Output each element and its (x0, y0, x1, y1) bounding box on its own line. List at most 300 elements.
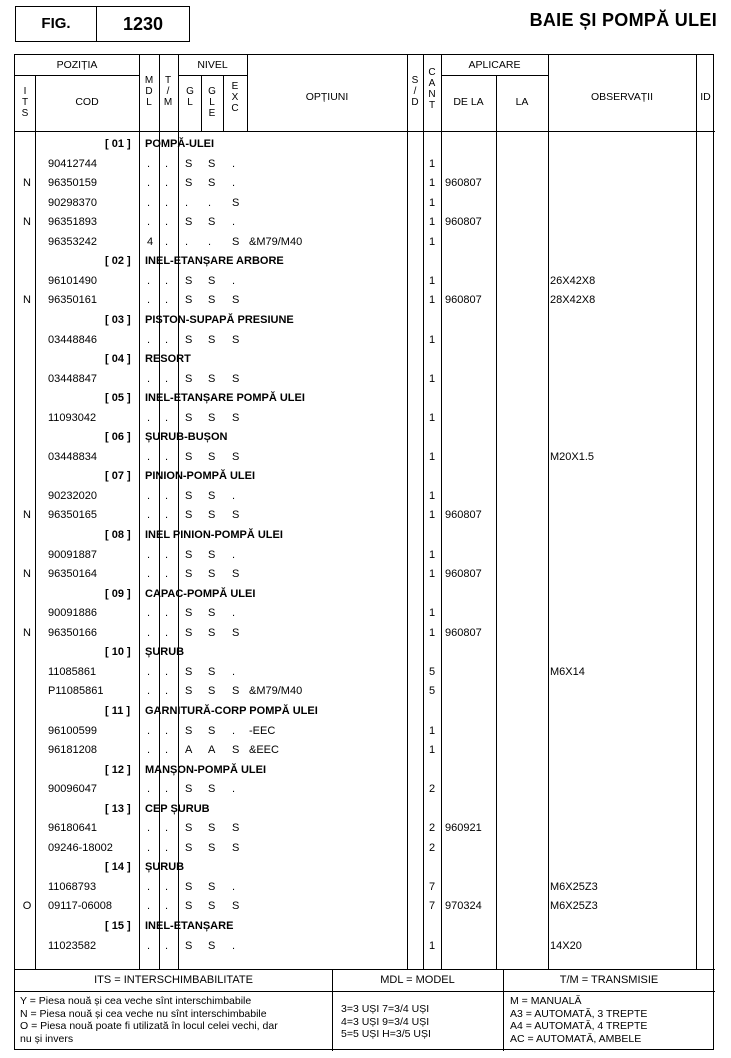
section-name: ȘURUB (145, 646, 185, 659)
its-cell: N (23, 177, 31, 190)
gl-cell: S (185, 685, 193, 698)
cant-cell: 2 (428, 841, 436, 854)
gle-cell: S (208, 216, 216, 229)
exc-cell: S (232, 685, 240, 698)
cant-cell: 7 (428, 880, 436, 893)
gle-cell: S (208, 900, 216, 913)
gl-cell: S (185, 783, 193, 796)
position-label: [ 08 ] (105, 529, 131, 541)
figure-box (15, 6, 190, 42)
table-row (15, 682, 715, 701)
position-label: [ 01 ] (105, 138, 131, 150)
mdl-cell: . (147, 626, 151, 639)
exc-cell: S (232, 235, 240, 248)
tm-legend-title: T/M = TRANSMISIE (559, 974, 659, 986)
gle-cell: S (208, 607, 216, 620)
exc-cell: S (232, 509, 240, 522)
gle-cell: A (208, 744, 216, 757)
gle-cell: S (208, 177, 216, 190)
table-row (15, 565, 715, 584)
gl-cell: S (185, 216, 193, 229)
cod-cell: 90091887 (48, 548, 97, 561)
mdl-legend-lines: 3=3 UȘI 7=3/4 UȘI 4=3 UȘI 9=3/4 UȘI 5=5 UȘI H=3/5 UȘI (341, 1003, 431, 1040)
mdl-cell: . (147, 411, 151, 424)
section-row (15, 800, 715, 819)
section-row (15, 702, 715, 721)
gl-cell: S (185, 900, 193, 913)
section-row (15, 917, 715, 936)
mdl-cell: . (147, 939, 151, 952)
mdl-legend-title: MDL = MODEL (380, 974, 455, 986)
tm-cell: . (165, 685, 169, 698)
section-row (15, 467, 715, 486)
gl-cell: S (185, 274, 193, 287)
sd-header: S / D (411, 75, 419, 108)
table-row (15, 546, 715, 565)
fig-number: 1230 (122, 14, 164, 34)
position-label: [ 11 ] (105, 704, 131, 717)
cod-cell: 96350161 (48, 294, 97, 307)
section-name: MANȘON-POMPĂ ULEI (145, 763, 266, 776)
gl-cell: S (185, 177, 193, 190)
section-row (15, 135, 715, 154)
section-name: PINION-POMPĂ ULEI (145, 470, 256, 483)
tm-cell: . (165, 568, 169, 581)
cod-cell: P11085861 (48, 685, 104, 698)
tm-cell: . (165, 450, 169, 463)
gl-cell: S (185, 157, 193, 170)
position-label: [ 12 ] (105, 763, 131, 776)
tm-legend-lines: M = MANUALĂ A3 = AUTOMATĂ, 3 TREPTE A4 = AUTOMATĂ, 4 TREPTE AC = AUTOMATĂ, AMBELE (510, 995, 648, 1045)
cod-cell: 03448834 (48, 450, 97, 463)
table-row (15, 741, 715, 760)
table-row (15, 487, 715, 506)
aplicare-header: APLICARE (468, 59, 521, 71)
nivel-divider (178, 75, 247, 76)
gle-cell: S (208, 489, 216, 502)
gle-cell: S (208, 626, 216, 639)
mdl-cell: . (147, 509, 151, 522)
position-label: [ 09 ] (105, 587, 131, 600)
tm-cell: . (165, 724, 169, 737)
cant-cell: 1 (428, 489, 436, 502)
position-label: [ 04 ] (105, 353, 131, 366)
mdl-cell: . (147, 196, 151, 209)
gl-cell: S (185, 939, 193, 952)
cant-cell: 1 (428, 274, 436, 287)
pozitia-header: POZIȚIA (56, 59, 98, 71)
tm-cell: . (165, 880, 169, 893)
cant-header: C A N T (428, 67, 436, 111)
exc-cell: . (232, 939, 236, 952)
exc-cell: . (232, 274, 236, 287)
table-row (15, 448, 715, 467)
position-label: [ 03 ] (105, 313, 131, 326)
cod-cell: 96353242 (48, 235, 97, 248)
position-label: [ 14 ] (105, 861, 131, 874)
tm-cell: . (165, 607, 169, 620)
tm-cell: . (165, 744, 169, 757)
gl-cell: S (185, 880, 193, 893)
cod-cell: 90412744 (48, 157, 97, 170)
exc-cell: S (232, 744, 240, 757)
cant-cell: 5 (428, 685, 436, 698)
table-row (15, 663, 715, 682)
tm-cell: . (165, 235, 169, 248)
gl-cell: S (185, 333, 193, 346)
table-row (15, 213, 715, 232)
cod-cell: 96100599 (48, 724, 97, 737)
table-row (15, 272, 715, 291)
mdl-cell: . (147, 685, 151, 698)
mdl-cell: . (147, 489, 151, 502)
exc-cell: . (232, 177, 236, 190)
cant-cell: 1 (428, 568, 436, 581)
section-name: INEL-ETANȘARE ARBORE (145, 255, 284, 268)
parts-table (14, 54, 714, 1050)
its-cell: N (23, 626, 31, 639)
gl-cell: S (185, 724, 193, 737)
gle-cell: S (208, 548, 216, 561)
its-legend-lines: Y = Piesa nouă și cea veche sînt interschimbabile N = Piesa nouă și cea veche nu sînt interschimbabile O = Piesa nouă poate fi utilizată în locul celei vechi, dar nu și invers (20, 995, 278, 1045)
page-title: BAIE ȘI POMPĂ ULEI (529, 10, 717, 30)
section-row (15, 526, 715, 545)
aplicare-divider (441, 75, 548, 76)
section-name: INEL PINION-POMPĂ ULEI (145, 529, 283, 541)
table-row (15, 937, 715, 956)
position-label: [ 05 ] (105, 392, 131, 405)
observatii-cell: 26X42X8 (550, 274, 596, 287)
exc-cell: . (232, 783, 236, 796)
mdl-cell: . (147, 783, 151, 796)
dela-cell: 960807 (445, 294, 482, 307)
cant-cell: 1 (428, 411, 436, 424)
cant-cell: 1 (428, 626, 436, 639)
cant-cell: 1 (428, 196, 436, 209)
cant-cell: 1 (428, 216, 436, 229)
la-header: LA (515, 96, 529, 108)
id-header: ID (700, 91, 711, 103)
tm-cell: . (165, 509, 169, 522)
section-name: PISTON-SUPAPĂ PRESIUNE (145, 313, 294, 326)
cod-cell: 11093042 (48, 411, 97, 424)
tm-cell: . (165, 216, 169, 229)
fig-label: FIG. (16, 7, 97, 41)
gle-cell: S (208, 665, 216, 678)
section-row (15, 761, 715, 780)
mdl-cell: . (147, 744, 151, 757)
mdl-cell: . (147, 274, 151, 287)
gl-cell: S (185, 411, 193, 424)
position-label: [ 10 ] (105, 646, 131, 659)
tm-cell: . (165, 274, 169, 287)
tm-cell: . (165, 333, 169, 346)
cod-cell: 09117-06008 (48, 900, 113, 913)
position-label: [ 02 ] (105, 255, 131, 268)
position-label: [ 13 ] (105, 802, 131, 815)
col-line-gl (201, 75, 202, 131)
table-row (15, 291, 715, 310)
tm-header: T / M (163, 75, 173, 108)
table-row (15, 409, 715, 428)
gle-cell: S (208, 724, 216, 737)
exc-cell: S (232, 900, 240, 913)
cod-cell: 96101490 (48, 274, 97, 287)
cod-cell: 96350164 (48, 568, 97, 581)
exc-cell: S (232, 822, 240, 835)
gle-cell: S (208, 372, 216, 385)
cod-cell: 90298370 (48, 196, 97, 209)
cod-header: COD (75, 96, 99, 108)
cod-cell: 96181208 (48, 744, 97, 757)
exc-cell: S (232, 841, 240, 854)
section-row (15, 350, 715, 369)
cod-cell: 96350159 (48, 177, 97, 190)
legend-top-line (15, 969, 715, 970)
gle-cell: S (208, 333, 216, 346)
table-row (15, 897, 715, 916)
position-label: [ 06 ] (105, 431, 131, 444)
mdl-cell: . (147, 450, 151, 463)
gl-cell: S (185, 607, 193, 620)
section-row (15, 585, 715, 604)
tm-cell: . (165, 665, 169, 678)
table-row (15, 604, 715, 623)
dela-cell: 960921 (445, 822, 482, 835)
gle-cell: S (208, 822, 216, 835)
exc-cell: S (232, 196, 240, 209)
position-label: [ 15 ] (105, 920, 131, 932)
tm-cell: . (165, 196, 169, 209)
gle-cell: S (208, 450, 216, 463)
tm-cell: . (165, 841, 169, 854)
cant-cell: 1 (428, 372, 436, 385)
its-legend-title: ITS = INTERSCHIMBABILITATE (94, 974, 253, 986)
its-cell: N (23, 509, 31, 522)
dela-header: DE LA (453, 96, 484, 108)
mdl-cell: . (147, 177, 151, 190)
tm-cell: . (165, 939, 169, 952)
tm-cell: . (165, 900, 169, 913)
mdl-cell: . (147, 294, 151, 307)
cod-cell: 03448846 (48, 333, 97, 346)
gl-cell: S (185, 626, 193, 639)
gle-cell: S (208, 274, 216, 287)
mdl-cell: . (147, 724, 151, 737)
cant-cell: 1 (428, 939, 436, 952)
mdl-cell: . (147, 607, 151, 620)
exc-cell: . (232, 489, 236, 502)
exc-cell: S (232, 411, 240, 424)
gle-cell: S (208, 568, 216, 581)
tm-cell: . (165, 177, 169, 190)
gl-cell: S (185, 822, 193, 835)
cod-cell: 96350165 (48, 509, 97, 522)
tm-cell: . (165, 157, 169, 170)
tm-cell: . (165, 822, 169, 835)
section-name: POMPĂ-ULEI (145, 138, 215, 150)
section-row (15, 252, 715, 271)
exc-cell: . (232, 216, 236, 229)
pozitia-divider (15, 75, 139, 76)
gle-cell: . (208, 196, 212, 209)
its-cell: N (23, 294, 31, 307)
cant-cell: 1 (428, 157, 436, 170)
observatii-cell: M6X25Z3 (550, 880, 598, 893)
gle-cell: S (208, 841, 216, 854)
section-row (15, 858, 715, 877)
exc-cell: S (232, 450, 240, 463)
gle-cell: S (208, 294, 216, 307)
header-bottom-line (15, 131, 715, 132)
optiuni-header: OPȚIUNI (305, 91, 349, 103)
dela-cell: 960807 (445, 509, 482, 522)
observatii-cell: M6X14 (550, 665, 585, 678)
dela-cell: 970324 (445, 900, 482, 913)
cant-cell: 2 (428, 822, 436, 835)
legend-title-line (15, 991, 715, 992)
section-name: GARNITURĂ-CORP POMPĂ ULEI (145, 704, 318, 717)
table-row (15, 819, 715, 838)
tm-cell: . (165, 372, 169, 385)
cant-cell: 1 (428, 333, 436, 346)
gl-cell: S (185, 548, 193, 561)
gl-cell: S (185, 665, 193, 678)
its-cell: O (22, 900, 32, 913)
its-cell: N (23, 568, 31, 581)
gl-cell: S (185, 841, 193, 854)
cod-cell: 90096047 (48, 783, 97, 796)
mdl-header: M D L (144, 75, 154, 108)
dela-cell: 960807 (445, 626, 482, 639)
observatii-cell: M20X1.5 (550, 450, 595, 463)
cod-cell: 96351893 (48, 216, 97, 229)
tm-cell: . (165, 411, 169, 424)
gl-cell: S (185, 372, 193, 385)
cant-cell: 1 (428, 548, 436, 561)
cant-cell: 1 (428, 724, 436, 737)
cant-cell: 1 (428, 450, 436, 463)
tm-cell: . (165, 783, 169, 796)
tm-cell: . (165, 489, 169, 502)
mdl-cell: . (147, 822, 151, 835)
cod-cell: 09246-18002 (48, 841, 113, 854)
table-row (15, 233, 715, 252)
mdl-cell: . (147, 157, 151, 170)
exc-cell: S (232, 372, 240, 385)
table-row (15, 780, 715, 799)
section-name: RESORT (145, 353, 191, 366)
section-name: INEL-ETANȘARE (145, 920, 234, 932)
exc-cell: . (232, 548, 236, 561)
observatii-cell: 28X42X8 (550, 294, 596, 307)
exc-cell: S (232, 294, 240, 307)
table-row (15, 506, 715, 525)
table-row (15, 155, 715, 174)
mdl-cell: . (147, 880, 151, 893)
mdl-cell: . (147, 665, 151, 678)
gle-cell: S (208, 939, 216, 952)
gl-cell: S (185, 294, 193, 307)
exc-cell: S (232, 568, 240, 581)
gle-cell: S (208, 685, 216, 698)
gl-cell: S (185, 509, 193, 522)
section-row (15, 389, 715, 408)
gl-header: G L (186, 86, 194, 108)
cod-cell: 11085861 (48, 665, 97, 678)
dela-cell: 960807 (445, 216, 482, 229)
observatii-header: OBSERVAȚII (590, 91, 654, 103)
gle-cell: S (208, 509, 216, 522)
dela-cell: 960807 (445, 177, 482, 190)
cod-cell: 96180641 (48, 822, 97, 835)
observatii-cell: M6X25Z3 (550, 900, 598, 913)
mdl-cell: . (147, 372, 151, 385)
exc-cell: . (232, 607, 236, 620)
cod-cell: 11068793 (48, 880, 97, 893)
exc-cell: . (232, 880, 236, 893)
exc-header: E X C (231, 81, 239, 114)
optiuni-cell: &EEC (249, 744, 279, 757)
mdl-cell: . (147, 216, 151, 229)
table-row (15, 624, 715, 643)
mdl-cell: . (147, 568, 151, 581)
cant-cell: 1 (428, 294, 436, 307)
nivel-header: NIVEL (197, 59, 228, 71)
gle-cell: S (208, 783, 216, 796)
mdl-cell: . (147, 841, 151, 854)
position-label: [ 07 ] (105, 470, 131, 483)
section-name: CEP ȘURUB (145, 802, 210, 815)
section-name: INEL-ETANȘARE POMPĂ ULEI (145, 392, 305, 405)
gl-cell: . (185, 235, 189, 248)
section-name: ȘURUB-BUȘON (145, 431, 228, 444)
cod-cell: 90232020 (48, 489, 97, 502)
gle-cell: S (208, 411, 216, 424)
table-row (15, 331, 715, 350)
cant-cell: 1 (428, 744, 436, 757)
gl-cell: S (185, 568, 193, 581)
gle-cell: S (208, 880, 216, 893)
gl-cell: S (185, 489, 193, 502)
section-row (15, 428, 715, 447)
tm-cell: . (165, 548, 169, 561)
cod-cell: 96350166 (48, 626, 97, 639)
section-row (15, 311, 715, 330)
table-row (15, 878, 715, 897)
section-row (15, 643, 715, 662)
table-row (15, 370, 715, 389)
gle-cell: S (208, 157, 216, 170)
exc-cell: . (232, 724, 236, 737)
cant-cell: 1 (428, 509, 436, 522)
cant-cell: 1 (428, 235, 436, 248)
mdl-cell: . (147, 333, 151, 346)
optiuni-cell: -EEC (249, 724, 276, 737)
col-line-gle (223, 75, 224, 131)
exc-cell: . (232, 665, 236, 678)
cant-cell: 1 (428, 177, 436, 190)
section-name: ȘURUB (145, 861, 185, 874)
cod-cell: 03448847 (48, 372, 97, 385)
exc-cell: S (232, 626, 240, 639)
gl-cell: S (185, 450, 193, 463)
cant-cell: 1 (428, 607, 436, 620)
dela-cell: 960807 (445, 568, 482, 581)
gl-cell: . (185, 196, 189, 209)
mdl-cell: 4 (147, 235, 154, 248)
its-cell: N (23, 216, 31, 229)
